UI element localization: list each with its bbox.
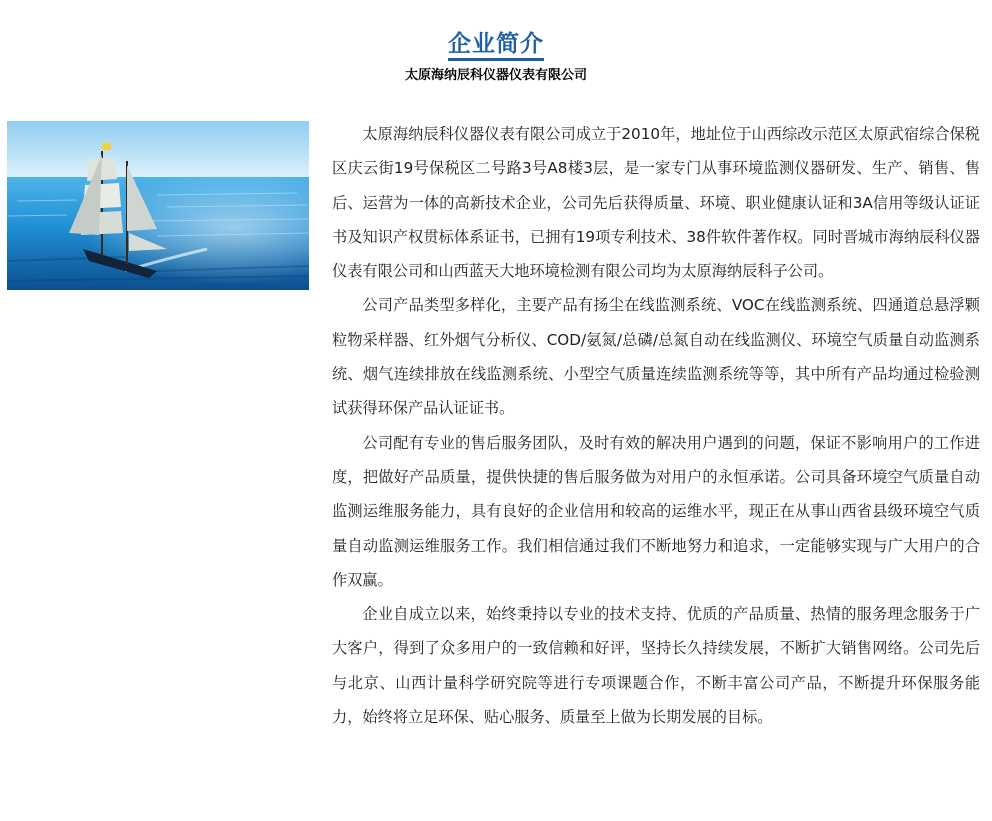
page-title-text: 企业简介: [448, 31, 544, 61]
intro-paragraph-4: 企业自成立以来，始终秉持以专业的技术支持、优质的产品质量、热情的服务理念服务于广大客户，得到了众多用户的一致信赖和好评，坚持长久持续发展，不断扩大销售网络。公司先后与北京、山西计量科学研究院等进行专项课题合作，不断丰富公司产品，不断提升环保服务能力，始终将立足环保、贴心服务、质量至上做为长期发展的目标。: [332, 605, 980, 727]
intro-paragraph-3: 公司配有专业的售后服务团队，及时有效的解决用户遇到的问题，保证不影响用户的工作进度，把做好产品质量，提供快捷的售后服务做为对用户的永恒承诺。公司具备环境空气质量自动监测运维服务能力，具有良好的企业信用和较高的运维水平，现正在从事山西省县级环境空气质量自动监测运维服务工作。我们相信通过我们不断地努力和追求，一定能够实现与广大用户的合作双赢。: [332, 433, 980, 589]
intro-paragraph-1: 太原海纳辰科仪器仪表有限公司成立于2010年，地址位于山西综改示范区太原武宿综合保税区庆云街19号保税区二号路3号A8楼3层，是一家专门从事环境监测仪器研发、生产、销售、售后、运营为一体的高新技术企业，公司先后获得质量、环境、职业健康认证和3A信用等级认证证书及知识产权贯标体系证书，已拥有19项专利技术、38件软件著作权。同时晋城市海纳辰科仪器仪表有限公司和山西蓝天大地环境检测有限公司均为太原海纳辰科子公司。: [332, 125, 980, 281]
intro-paragraph-2: 公司产品类型多样化，主要产品有扬尘在线监测系统、VOC在线监测系统、四通道总悬浮颗粒物采样器、红外烟气分析仪、COD/氨氮/总磷/总氮自动在线监测仪、环境空气质量自动监测系统、烟气连续排放在线监测系统、小型空气质量连续监测系统等等，其中所有产品均通过检验测试获得环保产品认证证书。: [332, 296, 980, 418]
sailing-ship-image: [7, 121, 309, 290]
company-name: 太原海纳辰科仪器仪表有限公司: [404, 68, 587, 83]
page-title: [0, 26, 992, 62]
company-introduction: [332, 117, 980, 734]
